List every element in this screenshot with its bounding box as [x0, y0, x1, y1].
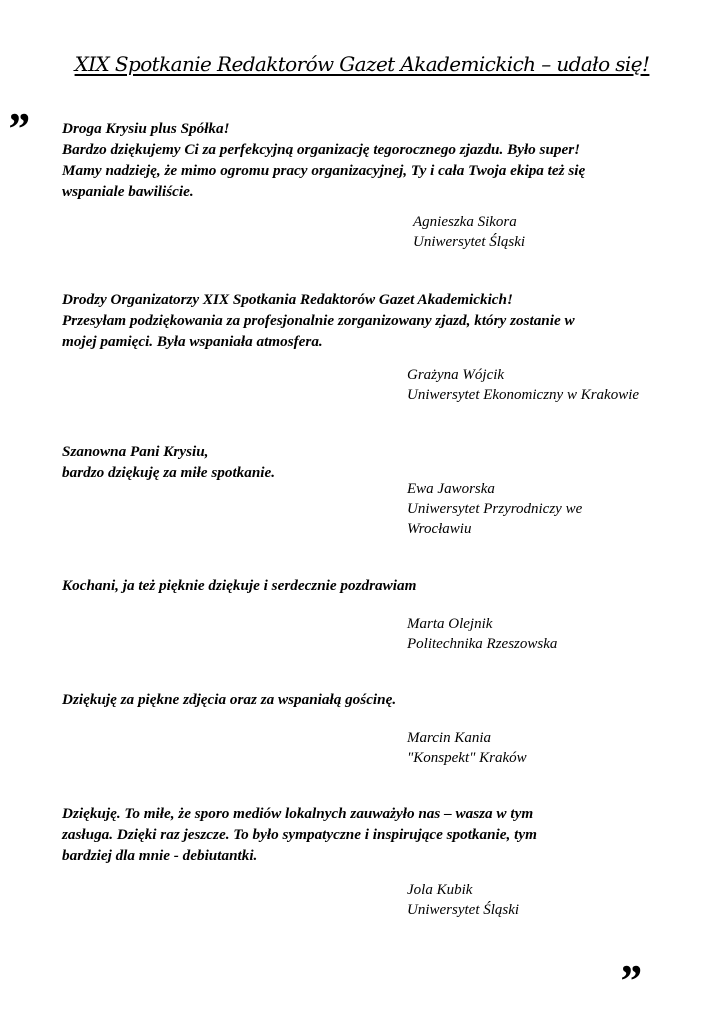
message-line: Mamy nadzieję, że mimo ogromu pracy organizacyjnej, Ty i cała Twoja ekipa też się — [62, 162, 586, 179]
signature-affiliation: "Konspekt" Kraków — [407, 750, 527, 766]
message-line: Dziękuję. To miłe, że sporo mediów lokalnych zauważyło nas – wasza w tym — [62, 805, 534, 822]
page-title: XIX Spotkanie Redaktorów Gazet Akademickich – udało się! — [74, 52, 650, 76]
message-6 — [62, 803, 672, 866]
signature-affiliation: Uniwersytet Ekonomiczny w Krakowie — [407, 387, 640, 403]
signature-3 — [407, 479, 582, 539]
signature-affiliation: Politechnika Rzeszowska — [407, 636, 558, 652]
signature-1 — [413, 212, 525, 252]
signature-affiliation: Uniwersytet Śląski — [407, 902, 520, 918]
signature-5 — [407, 728, 527, 768]
message-line: Szanowna Pani Krysiu, — [62, 443, 209, 460]
message-line: Drodzy Organizatorzy XIX Spotkania Redaktorów Gazet Akademickich! — [62, 291, 513, 308]
message-2 — [62, 289, 672, 352]
message-line: bardzo dziękuję za miłe spotkanie. — [62, 464, 276, 481]
message-4 — [62, 575, 672, 596]
signature-author: Agnieszka Sikora — [413, 214, 517, 230]
message-line: Przesyłam podziękowania za profesjonalnie zorganizowany zjazd, który zostanie w — [62, 312, 575, 329]
closing-quote-mark: ” — [618, 955, 641, 1006]
signature-2 — [407, 365, 639, 405]
signature-6 — [407, 880, 519, 920]
message-1 — [62, 118, 672, 202]
message-3 — [62, 441, 672, 483]
message-line: Bardzo dziękujemy Ci za perfekcyjną organizację tegorocznego zjazdu. Było super! — [62, 141, 581, 158]
message-line: Droga Krysiu plus Spółka! — [62, 120, 230, 137]
message-line: Kochani, ja też pięknie dziękuje i serdecznie pozdrawiam — [62, 577, 417, 594]
signature-author: Ewa Jaworska — [407, 481, 495, 497]
signature-affiliation-continued: Wrocławiu — [407, 521, 472, 537]
message-line: zasługa. Dzięki raz jeszcze. To było sympatyczne i inspirujące spotkanie, tym — [62, 826, 537, 843]
opening-quote-mark: ” — [6, 103, 29, 154]
signature-4 — [407, 614, 557, 654]
signature-affiliation: Uniwersytet Przyrodniczy we — [407, 501, 583, 517]
signature-affiliation: Uniwersytet Śląski — [413, 234, 526, 250]
message-line: Dziękuję za piękne zdjęcia oraz za wspaniałą gościnę. — [62, 691, 397, 708]
signature-author: Grażyna Wójcik — [407, 367, 505, 383]
message-line: mojej pamięci. Była wspaniała atmosfera. — [62, 333, 323, 350]
signature-author: Marcin Kania — [407, 730, 492, 746]
message-line: bardziej dla mnie - debiutantki. — [62, 847, 258, 864]
message-line: wspaniale bawiliście. — [62, 183, 194, 200]
signature-author: Jola Kubik — [407, 882, 473, 898]
message-5 — [62, 689, 672, 710]
signature-author: Marta Olejnik — [407, 616, 493, 632]
